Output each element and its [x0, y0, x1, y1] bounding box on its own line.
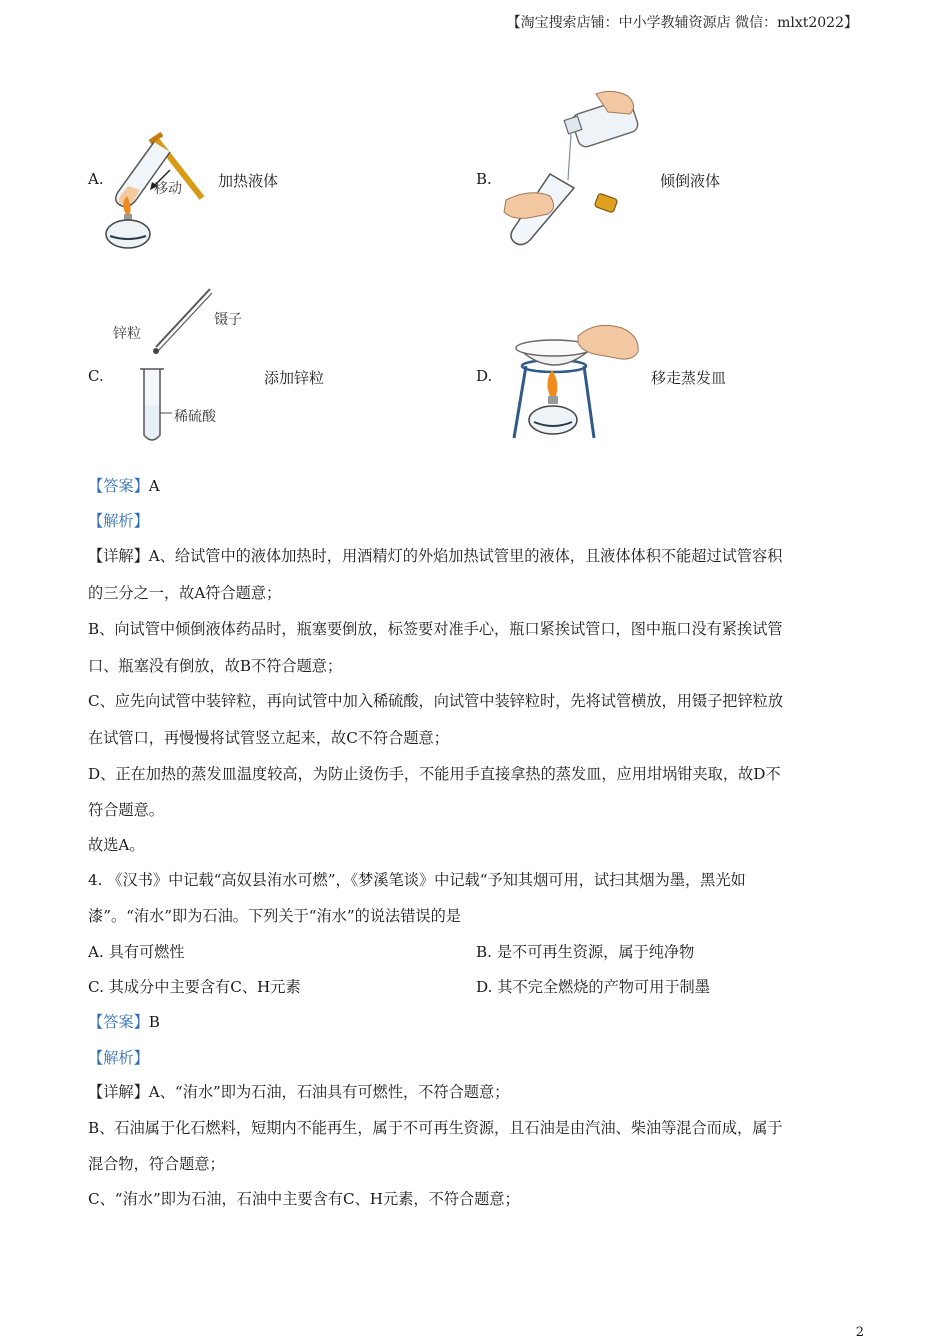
detail-tag: 【详解】	[88, 547, 149, 565]
answer-tag: 【答案】	[88, 1013, 149, 1031]
q3-detail-line-7: D、正在加热的蒸发皿温度较高，为防止烫伤手，不能用手直接拿热的蒸发皿，应用坩埚钳夹取，故D不	[88, 765, 781, 783]
q3-detail-line-5: C、应先向试管中装锌粒，再向试管中加入稀硫酸，向试管中装锌粒时，先将试管横放，用镊子把锌粒放	[88, 692, 784, 710]
option-d-caption: 移走蒸发皿	[651, 369, 727, 387]
q4-detail-line-3: 混合物，符合题意；	[88, 1155, 225, 1173]
option-c-caption: 添加锌粒	[264, 369, 325, 387]
label-zinc: 锌粒	[113, 326, 141, 342]
q3-conclusion: 故选A。	[88, 836, 145, 854]
q3-detail-line-6: 在试管口，再慢慢将试管竖立起来，故C不符合题意；	[88, 729, 449, 747]
q4-answer	[88, 1012, 160, 1032]
evaporating-dish-illustration	[506, 318, 646, 443]
q3-detail-line-3: B、向试管中倾倒液体药品时，瓶塞要倒放，标签要对准手心，瓶口紧挨试管口，图中瓶口没有紧挨试管	[88, 620, 783, 638]
answer-tag: 【答案】	[88, 477, 149, 495]
label-move: 移动	[154, 181, 182, 197]
q4-option-b: B. 是不可再生资源，属于纯净物	[476, 943, 695, 961]
q4-analysis-tag: 【解析】	[88, 1049, 149, 1067]
q4-stem-line-1: 4. 《汉书》中记载“高奴县洧水可燃”，《梦溪笔谈》中记载“予知其烟可用，试扫其烟为墨，黑光如	[88, 871, 746, 889]
option-b-caption: 倾倒液体	[660, 172, 721, 190]
option-d-letter: D.	[476, 367, 493, 385]
pouring-liquid-illustration	[500, 88, 650, 253]
q3-detail-line-4: 口、瓶塞没有倒放，故B不符合题意；	[88, 657, 343, 675]
label-tweezers: 镊子	[214, 312, 242, 328]
page-header: 【淘宝搜索店铺：中小学教辅资源店 微信：mlxt2022】	[506, 15, 858, 31]
q3-detail-line-8: 符合题意。	[88, 801, 164, 819]
q3-detail-line-1: 【详解】A、给试管中的液体加热时，用酒精灯的外焰加热试管里的液体，且液体体积不能超过试管容积	[88, 547, 783, 565]
option-b-letter: B.	[476, 170, 492, 188]
q4-detail-line-4: C、“洧水”即为石油，石油中主要含有C、H元素，不符合题意；	[88, 1190, 520, 1208]
q3-detail-line-2: 的三分之一，故A符合题意；	[88, 584, 282, 602]
answer-value: A	[148, 477, 160, 495]
page-number: 2	[855, 1325, 864, 1340]
q3-answer	[88, 476, 160, 496]
q4-detail-line-1: 【详解】A、“洧水”即为石油，石油具有可燃性，不符合题意；	[88, 1083, 510, 1101]
q4-option-c: C. 其成分中主要含有C、H元素	[88, 978, 301, 996]
answer-value: B	[148, 1013, 160, 1031]
detail-tag: 【详解】	[88, 1083, 149, 1101]
q3-analysis-tag: 【解析】	[88, 512, 149, 530]
q4-option-a: A. 具有可燃性	[88, 943, 185, 961]
option-a-letter: A.	[88, 170, 104, 188]
q4-option-d: D. 其不完全燃烧的产物可用于制墨	[476, 978, 710, 996]
option-a-caption: 加热液体	[218, 172, 279, 190]
q4-detail-line-2: B、石油属于化石燃料，短期内不能再生，属于不可再生资源，且石油是由汽油、柴油等混合而成，属于	[88, 1119, 783, 1137]
label-dilute-sulfuric-acid: 稀硫酸	[174, 409, 216, 425]
q4-stem-line-2: 漆”。“洧水”即为石油。下列关于“洧水”的说法错误的是	[88, 907, 461, 925]
option-c-letter: C.	[88, 367, 104, 385]
